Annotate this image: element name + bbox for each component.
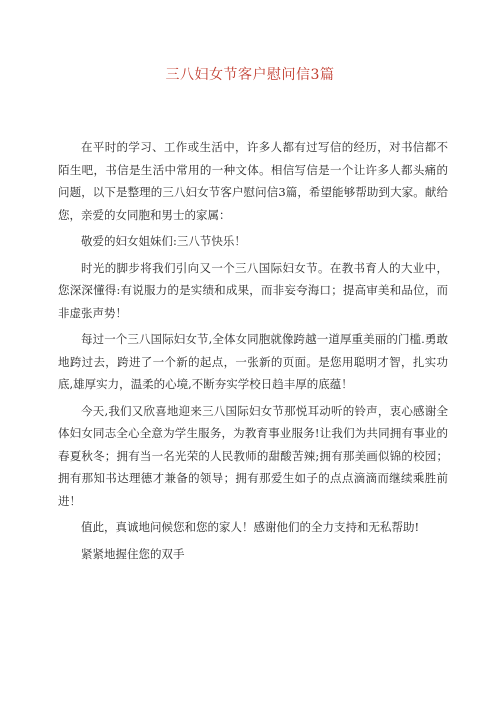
document-body: [58, 136, 448, 569]
paragraph: 在平时的学习、工作或生活中，许多人都有过写信的经历，对书信都不陌生吧，书信是生活中常用的一种文体。相信写信是一个让许多人都头痛的问题，以下是整理的三八妇女节客户慰问信3篇，希望能够帮助到大家。献给您，亲爱的女同胞和男士的家属：: [58, 140, 448, 222]
paragraph: 每过一个三八国际妇女节,全体女同胞就像跨越一道厚重美丽的门槛.勇敢地跨过去，跨进了一个新的起点，一张新的页面。是您用聪明才智，扎实功底,雄厚实力，温柔的心境,不断夯实学校日趋丰厚的底蕴！: [58, 332, 448, 391]
paragraph: 今天,我们又欣喜地迎来三八国际妇女节那悦耳动听的铃声，衷心感谢全体妇女同志全心全意为学生服务，为教育事业服务!让我们为共同拥有事业的春夏秋冬；拥有当一名光荣的人民教师的甜酸苦辣;拥有那美画似锦的校园；拥有那知书达理德才兼备的领导；拥有那爱生如子的点点滴滴而继续乘胜前进！: [58, 403, 448, 508]
paragraph: 时光的脚步将我们引向又一个三八国际妇女节。在教书育人的大业中，您深深懂得:有说服力的是实绩和成果，而非妄夸海口；提高审美和品位，而非虚张声势！: [58, 260, 448, 320]
paragraph: 值此，真诚地问候您和您的家人！感谢他们的全力支持和无私帮助!: [81, 520, 420, 534]
paragraph: 敬爱的妇女姐妹们:三八节快乐！: [81, 234, 246, 248]
paragraph: 紧紧地握住您的双手: [81, 546, 185, 561]
document-title: 三八妇女节客户慰问信3篇: [165, 67, 335, 83]
